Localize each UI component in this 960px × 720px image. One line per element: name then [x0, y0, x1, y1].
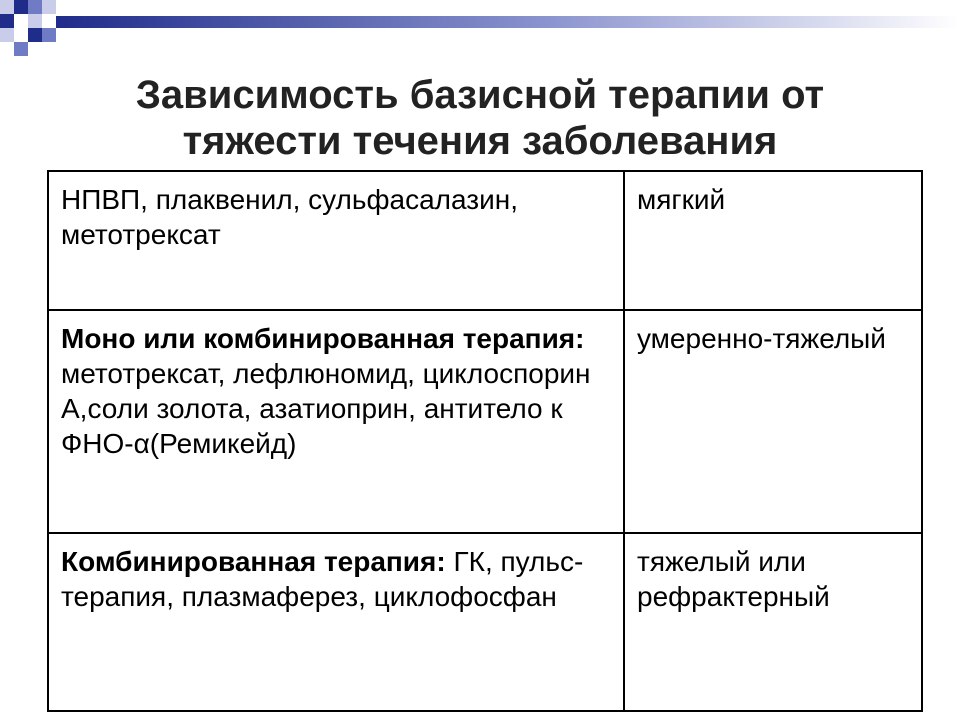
therapy-cell — [48, 310, 624, 533]
severity-text: умеренно-тяжелый — [637, 323, 886, 354]
severity-text: тяжелый или рефрактерный — [637, 546, 830, 612]
title-line-1: Зависимость базисной терапии от — [135, 73, 825, 117]
header-decoration — [0, 0, 960, 60]
severity-text: мягкий — [637, 184, 726, 215]
therapy-table — [47, 170, 923, 712]
therapy-cell — [48, 533, 624, 711]
severity-cell — [624, 310, 922, 533]
therapy-text: ГК, пульс-терапия, плазмаферез, циклофосфан — [61, 546, 584, 612]
slide-title — [40, 72, 920, 164]
therapy-bold-label: Моно или комбинированная терапия: — [61, 323, 585, 354]
therapy-cell — [48, 171, 624, 310]
severity-cell — [624, 533, 922, 711]
therapy-text: НПВП, плаквенил, сульфасалазин, метотрексат — [61, 184, 518, 250]
therapy-bold-label: Комбинированная терапия: — [61, 546, 446, 577]
table-row — [48, 310, 922, 533]
table-row — [48, 533, 922, 711]
title-line-2: тяжести течения заболевания — [182, 119, 778, 163]
therapy-text: метотрексат, лефлюномид, циклоспорин А,соли золота, азатиоприн, антитело к ФНО-α(Ремикейд) — [61, 358, 591, 459]
table-row — [48, 171, 922, 310]
severity-cell — [624, 171, 922, 310]
